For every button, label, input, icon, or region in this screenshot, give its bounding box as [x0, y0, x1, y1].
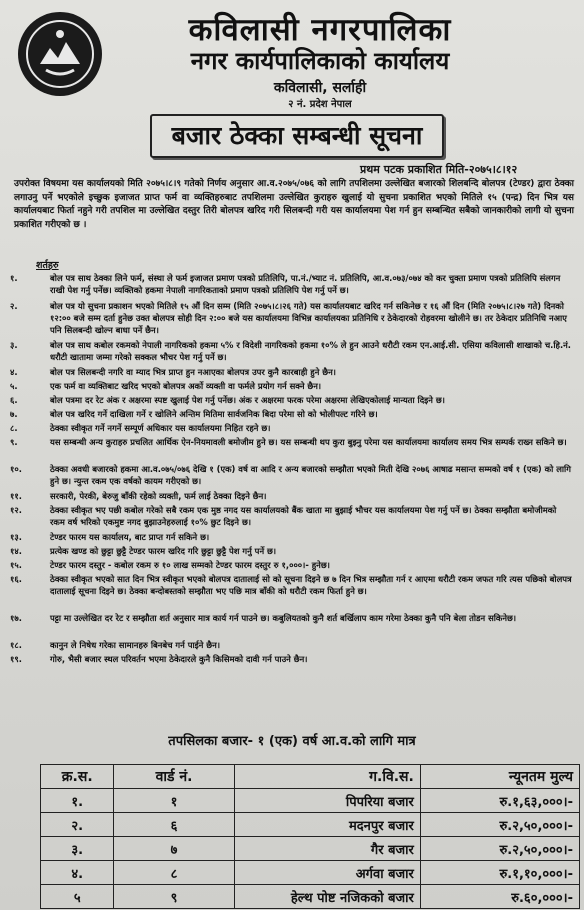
- condition-text: बोल पत्र साथ कबोल रकमको नेपाली नागरिकको हकमा ५% र विदेशी नागरिकको हकमा १०% ले हुन आउने धरौटी रकम एन.आई.सी. एसिया कविलासी शाखाको च.हि.नं. धरौटी खातामा जम्मा गरेको सक्कल भौचर पेश गर्नु पर्ने छ।: [50, 340, 571, 363]
- condition-number: २.: [10, 301, 18, 311]
- market-cell: हेल्थ पोष्ट नजिकको बजार: [234, 885, 420, 909]
- serial-cell: १.: [41, 789, 114, 813]
- condition-text: ठेक्का स्वीकृत भएको सात दिन भित्र स्वीकृत भएको बोलपत्र दातालाई सो को सूचना दिइने छ ७ दिन भित्र सम्झौता गर्न र आएमा धरौटी रकम जफत गरि त्यस पछिको बोलपत्र दातालाई सूचना दिइने छ। ठेक्का बन्दोबस्तको सम्झौता भए पछि मात्र बाँकी को धरौटी रकम फिर्ता हुने छ।: [50, 574, 572, 597]
- condition-text: ठेक्का अवधी बजारको हकमा आ.व.०७५/०७६ देखि १ (एक) वर्ष वा आदि र अन्य बजारको सम्झौता भएको मिती देखि २०७६ आषाढ मसान्त सम्मको वर्ष १ (एक) को लागि हुने छ। न्युन्त रकम एक वर्षको कायम गरीएको छ।: [50, 464, 571, 487]
- price-cell: रु.१,१०,०००।-: [420, 861, 579, 885]
- price-cell: रु.६०,०००।-: [420, 885, 579, 909]
- condition-number: १७.: [10, 613, 22, 623]
- ward-cell: १: [114, 789, 234, 813]
- condition-item: [10, 545, 574, 557]
- nepal-emblem-logo: [18, 12, 102, 96]
- intro-paragraph: उपरोक्त विषयमा यस कार्यालयको मिति २०७५।८।९ गतेको निर्णय अनुसार आ.व.२०७५/०७६ को लागि तपशिलमा उल्लेखित बजारको शिलबन्दि बोलपत्र (टेण्डर) द्वारा ठेक्का लगाउनु पर्ने भएकोले इच्छुक इजाजत प्राप्त फर्म वा व्यक्तिहरुबाट तपशिलमा उल्लेखित कुराहरु खुलाई यो सुचना प्रकाशित भएको मितिले १५ (पन्द्र) दिन भित्र यस कार्यालयबाट फिर्ता नहुने गरी तपशिल मा उल्लेखित दस्तुर तिरी बोलपत्र खरिद गरी सिलबन्दी गरी यस कार्यालयमा पेश गर्न हुन सम्बन्धित सबैको जानकारीको लागी यो सुचना प्रकाशित गरीएको छ ।: [14, 179, 574, 230]
- office-name: नगर कार्यपालिकाको कार्यालय: [190, 46, 450, 75]
- serial-cell: २.: [41, 813, 114, 837]
- condition-text: सरकारी, पेरकी, बेरुजु बाँकी रहेको व्यक्ती, फर्म लाई ठेक्का दिइने छैन।: [50, 491, 267, 501]
- condition-number: ७.: [10, 409, 18, 419]
- condition-number: १६.: [10, 574, 22, 584]
- condition-number: १४.: [10, 546, 22, 556]
- condition-item: [10, 559, 574, 571]
- ward-cell: ६: [114, 813, 234, 837]
- column-header-min-price: न्यूनतम मुल्य: [420, 765, 579, 789]
- column-header-ward: वार्ड नं.: [114, 765, 234, 789]
- table-header-row: [41, 765, 580, 789]
- condition-text: टेण्डर फारम दस्तुर - कबोल रकम रु १० लाख सम्मको टेण्डर फारम दस्तुर रु १,०००।- हुनेछ।: [50, 560, 330, 570]
- market-cell: अर्गवा बजार: [234, 861, 420, 885]
- price-cell: रु.१,६३,०००।-: [420, 789, 579, 813]
- office-location: कविलासी, सर्लाही: [273, 80, 367, 96]
- condition-item: [10, 653, 574, 665]
- market-cell: मदनपुर बजार: [234, 813, 420, 837]
- condition-number: १५.: [10, 560, 22, 570]
- price-cell: रु.२,५०,०००।-: [420, 837, 579, 861]
- condition-item: [10, 436, 574, 460]
- condition-text: एक फर्म वा व्यक्तिबाट खरिद भएको बोलपत्र अर्को व्यक्ती वा फर्मले प्रयोग गर्न सक्ने छैन।: [50, 381, 322, 391]
- condition-text: ठेक्का स्वीकृत भए पछी कबोल गरेको सबै रकम एक मुष्ठ नगद यस कार्यालयको बैंक खाता मा बुझाई भौचर यस कार्यालयमा पेश गर्नु पर्ने छ। ठेक्का सम्झौता बमोजीमको रकम वर्ष भरिको एकमुष्ट नगद बुझाउनेहरुलाई १०% छुट दिइने छ।: [50, 505, 557, 528]
- ward-cell: ९: [114, 885, 234, 909]
- condition-item: [10, 272, 574, 296]
- notice-title: बजार ठेक्का सम्बन्धी सूचना: [150, 114, 444, 158]
- condition-number: ११.: [10, 491, 22, 501]
- condition-text: प्रत्येक खण्ड को छुट्टा छुट्टै टेण्डर फारम खरिद गरि छुट्टा छुट्टै पेश गर्नु पर्ने छ।: [50, 546, 277, 556]
- serial-cell: ५: [41, 885, 114, 909]
- condition-number: ६.: [10, 395, 18, 405]
- condition-text: कानुन ले निषेध गरेका सामानहरु बिनबेच गर्न पाईने छैन।: [50, 640, 221, 650]
- condition-item: [10, 366, 574, 378]
- condition-number: १२.: [10, 505, 22, 515]
- table-row: [41, 789, 580, 813]
- column-header-serial: क्र.स.: [41, 765, 114, 789]
- market-table: [40, 764, 580, 909]
- conditions-heading: शर्तहरु: [36, 260, 59, 271]
- condition-item: [10, 531, 574, 543]
- condition-number: ३.: [10, 340, 18, 350]
- condition-item: [10, 339, 574, 363]
- condition-item: [10, 573, 574, 609]
- condition-number: १८.: [10, 640, 22, 650]
- condition-item: [10, 300, 574, 336]
- condition-item: [10, 422, 574, 434]
- table-row: [41, 837, 580, 861]
- condition-item: [10, 408, 574, 420]
- condition-number: १०.: [10, 464, 22, 474]
- table-heading: तपसिलका बजार- १ (एक) वर्ष आ.व.को लागि मात्र: [168, 734, 416, 749]
- condition-item: [10, 463, 574, 487]
- column-header-vdc: ग.वि.स.: [234, 765, 420, 789]
- ward-cell: ८: [114, 861, 234, 885]
- condition-text: पट्टा मा उल्लेखित दर रेट र सम्झौता शर्त अनुसार मात्र कार्य गर्न पाउने छ। कबुलियतको कुनै शर्त बर्खिलाप काम गरेमा ठेक्का कुनै पनि बेला तोडन सकिनेछ।: [50, 613, 517, 623]
- condition-number: ५.: [10, 381, 18, 391]
- ward-cell: ७: [114, 837, 234, 861]
- condition-item: [10, 612, 574, 636]
- condition-text: बोल पत्रमा दर रेट अंक र अक्षरमा स्पष्ट खुलाई पेश गर्नु पर्नेछ। अंक र अक्षरमा फरक परेमा अक्षरमा लेखिएकोलाई मान्यता दिइने छ।: [50, 395, 445, 405]
- condition-text: यस सम्बन्धी अन्य कुराहरु प्रचलित आर्थिक ऐन-नियमावली बमोजीम हुने छ। यस सम्बन्धी थप कुरा बुझ्नु परेमा यस कार्यालयमा कार्यालय समय भित्र सम्पर्क राख्न सकिने छ।: [50, 437, 567, 447]
- condition-number: १३.: [10, 532, 22, 542]
- condition-number: १९.: [10, 654, 22, 664]
- price-cell: रु.२,५०,०००।-: [420, 813, 579, 837]
- condition-text: टेण्डर फारम यस कार्यालय, बाट प्राप्त गर्न सकिने छ।: [50, 532, 210, 542]
- condition-number: १.: [10, 273, 18, 283]
- market-cell: गैर बजार: [234, 837, 420, 861]
- condition-text: बोल पत्र सिलबन्दी नगरि वा म्याद भित्र प्राप्त हुन नआएका बोलपत्र उपर कुनै कारबाही हुने छैन।: [50, 367, 336, 377]
- condition-text: बोल पत्र यो सुचना प्रकाशन भएको मितिले १५ औं दिन सम्म (मिति २०७५।८।२६ गते) यस कार्यालयबाट खरिद गर्न सकिनेछ र १६ औं दिन (मिति २०७५।८।२७ गते) दिनको १२:०० बजे सम्म दर्ता हुनेछ उक्त बोलपत्र सोही दिन २:०० बजे यस कार्यालयमा विभिन्न कार्यालयका प्रतिनिधि र ठेकेदारको रोहवरमा खोलीने छ। तर ठेकेदार प्रतिनिधि नआए पनि सिलबन्दी खोल्न बाधा पर्ने छैन।: [50, 301, 567, 336]
- emblem-icon: [18, 12, 102, 96]
- table-row: [41, 813, 580, 837]
- condition-item: [10, 490, 574, 502]
- condition-item: [10, 639, 574, 651]
- published-date: प्रथम पटक प्रकाशित मिति-२०७५।८।१२: [360, 163, 518, 176]
- serial-cell: ४.: [41, 861, 114, 885]
- condition-number: ४.: [10, 367, 18, 377]
- condition-text: गोरु, भैसी बजार स्थल परिवर्तन भएमा ठेकेदारले कुनै किसिमको दावी गर्न पाउने छैन।: [50, 654, 308, 664]
- condition-item: [10, 394, 574, 406]
- province-name: २ नं. प्रदेश नेपाल: [288, 99, 352, 110]
- municipality-name: कविलासी नगरपालिका: [188, 12, 452, 48]
- condition-text: बोल पत्र साथ ठेक्का लिने फर्म, संस्था ले फर्म इजाजत प्रमाण पत्रको प्रतिलिपि, पा.नं./भ्याट नं. प्रतिलिपि, आ.व.०७३/०७४ को कर चुक्ता प्रमाण पत्रको प्रतिलिपि संलगन राखी पेश गर्नु पर्नेछ। व्यक्तिको हकमा नेपाली नागरिकताको प्रमाण पत्रको प्रतिलिपि पेश गर्नु पर्ने छ।: [50, 273, 561, 296]
- table-row: [41, 885, 580, 909]
- serial-cell: ३.: [41, 837, 114, 861]
- condition-text: बोल पत्र खरिद गर्ने दाखिला गर्ने र खोलिने अन्तिम मितिमा सार्वजनिक बिदा परेमा सो को भोलीपल्ट गरिने छ।: [50, 409, 378, 419]
- condition-item: [10, 380, 574, 392]
- table-row: [41, 861, 580, 885]
- condition-text: ठेक्का स्वीकृत गर्ने नगर्ने सम्पूर्ण अधिकार यस कार्यालयमा निहित रहने छ।: [50, 423, 271, 433]
- condition-item: [10, 504, 574, 528]
- condition-number: ८.: [10, 423, 18, 433]
- market-cell: पिपरिया बजार: [234, 789, 420, 813]
- condition-number: ९.: [10, 437, 18, 447]
